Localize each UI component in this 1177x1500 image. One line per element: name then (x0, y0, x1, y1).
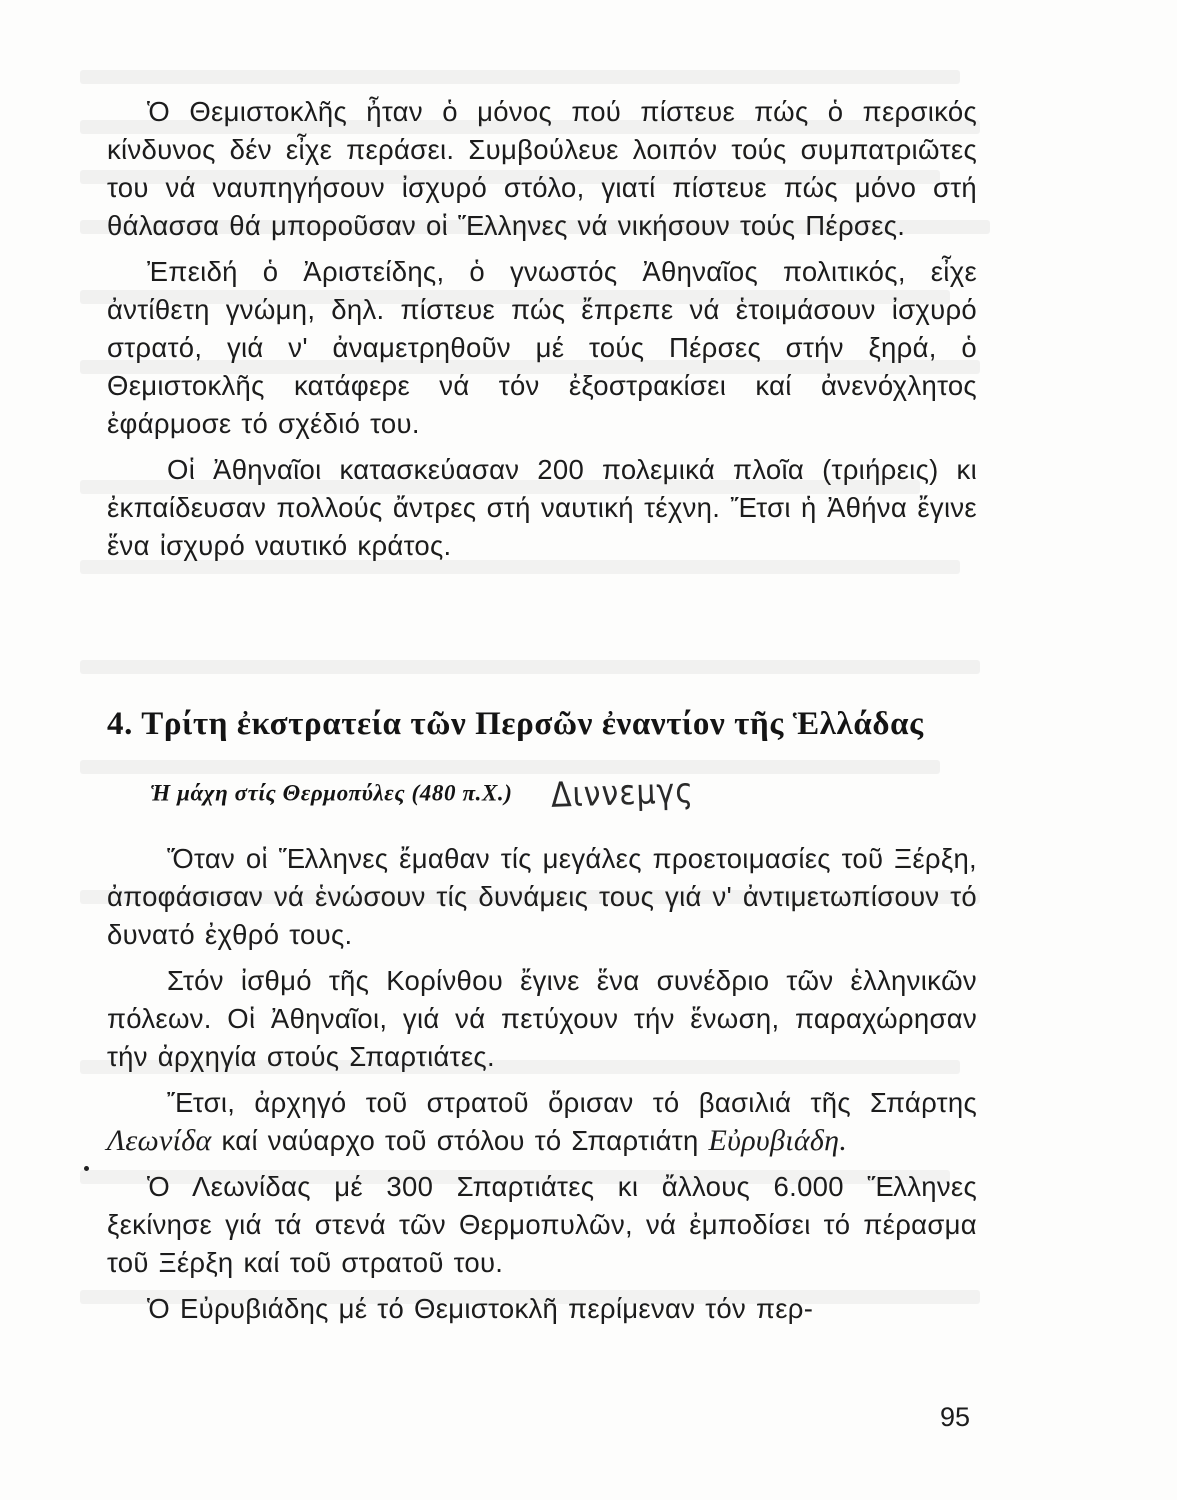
page-number: 95 (940, 1402, 971, 1432)
paragraph-leaders (107, 1084, 977, 1160)
subtitle-row (150, 770, 870, 820)
paragraph-aristides: Ἐπειδή ὁ Ἀριστείδης, ὁ γνωστός Ἀθηναῖος πολιτικός, εἶχε ἀντίθετη γνώμη, δηλ. πίστευε πώς ἔπρεπε νά ἑτοιμάσουν ἰσχυρό στρατό, γιά ν' ἀναμετρηθοῦν μέ τούς Πέρσες στήν ξηρά, ὁ Θεμιστοκλῆς κατάφερε νά τόν ἐξοστρακίσει καί ἀνενόχλητος ἐφάρμοσε τό σχέδιό του. (107, 256, 977, 439)
paragraph-greek-preparations: Ὅταν οἱ Ἕλληνες ἔμαθαν τίς μεγάλες προετοιμασίες τοῦ Ξέρξη, ἀποφάσισαν νά ἑνώσουν τίς δυνάμεις τους γιά ν' ἀντιμετωπίσουν τό δυνατό ἐχθρό τους. (107, 843, 977, 950)
margin-dot (84, 1166, 89, 1171)
paragraph-corinth-congress: Στόν ἰσθμό τῆς Κορίνθου ἔγινε ἕνα συνέδριο τῶν ἑλληνικῶν πόλεων. Οἱ Ἀθηναῖοι, γιά νά πετύχουν τήν ἕνωση, παραχώρησαν τήν ἀρχηγία στούς Σπαρτιάτες. (107, 965, 977, 1072)
paragraph-themistocles: Ὁ Θεμιστοκλῆς ἦταν ὁ μόνος πού πίστευε πώς ὁ περσικός κίνδυνος δέν εἶχε περάσει. Συμβούλευε λοιπόν τούς συμπατριῶτες του νά ναυπηγήσουν ἰσχυρό στόλο, γιατί πίστευε πώς μόνο στή θάλασσα θά μποροῦσαν οἱ Ἕλληνες νά νικήσουν τούς Πέρσες. (107, 96, 977, 241)
section-heading: 4. Τρίτη ἐκστρατεία τῶν Περσῶν ἐναντίον τῆς Ἑλλάδας (107, 706, 924, 742)
leaders-text-mid: καί ναύαρχο τοῦ στόλου τό Σπαρτιάτη (221, 1125, 699, 1156)
paragraph-leonidas-march: Ὁ Λεωνίδας μέ 300 Σπαρτιάτες κι ἄλλους 6.000 Ἕλληνες ξεκίνησε γιά τά στενά τῶν Θερμοπυλῶν, νά ἐμποδίσει τό πέρασμα τοῦ Ξέρξη καί τοῦ στρατοῦ του. (107, 1171, 977, 1278)
name-eurybiades: Εὐρυβιάδη. (708, 1124, 848, 1157)
name-leonidas: Λεωνίδα (107, 1124, 212, 1157)
leaders-text-start: Ἔτσι, ἀρχηγό τοῦ στρατοῦ ὅρισαν τό βασιλιά τῆς Σπάρτης (167, 1087, 977, 1118)
section-1-text (107, 93, 977, 565)
section-2-text (107, 840, 977, 1328)
paragraph-eurybiades: Ὁ Εὐρυβιάδης μέ τό Θεμιστοκλῆ περίμεναν τόν περ- (147, 1293, 814, 1324)
paragraph-athenian-fleet: Οἱ Ἀθηναῖοι κατασκεύασαν 200 πολεμικά πλοῖα (τριήρεις) κι ἐκπαίδευσαν πολλούς ἄντρες στή ναυτική τέχνη. Ἔτσι ἡ Ἀθήνα ἔγινε ἕνα ἰσχυρό ναυτικό κράτος. (107, 454, 977, 561)
handwritten-annotation: Διννεμγς (549, 770, 695, 817)
subsection-title: Ἡ μάχη στίς Θερμοπύλες (480 π.Χ.) (150, 780, 513, 806)
